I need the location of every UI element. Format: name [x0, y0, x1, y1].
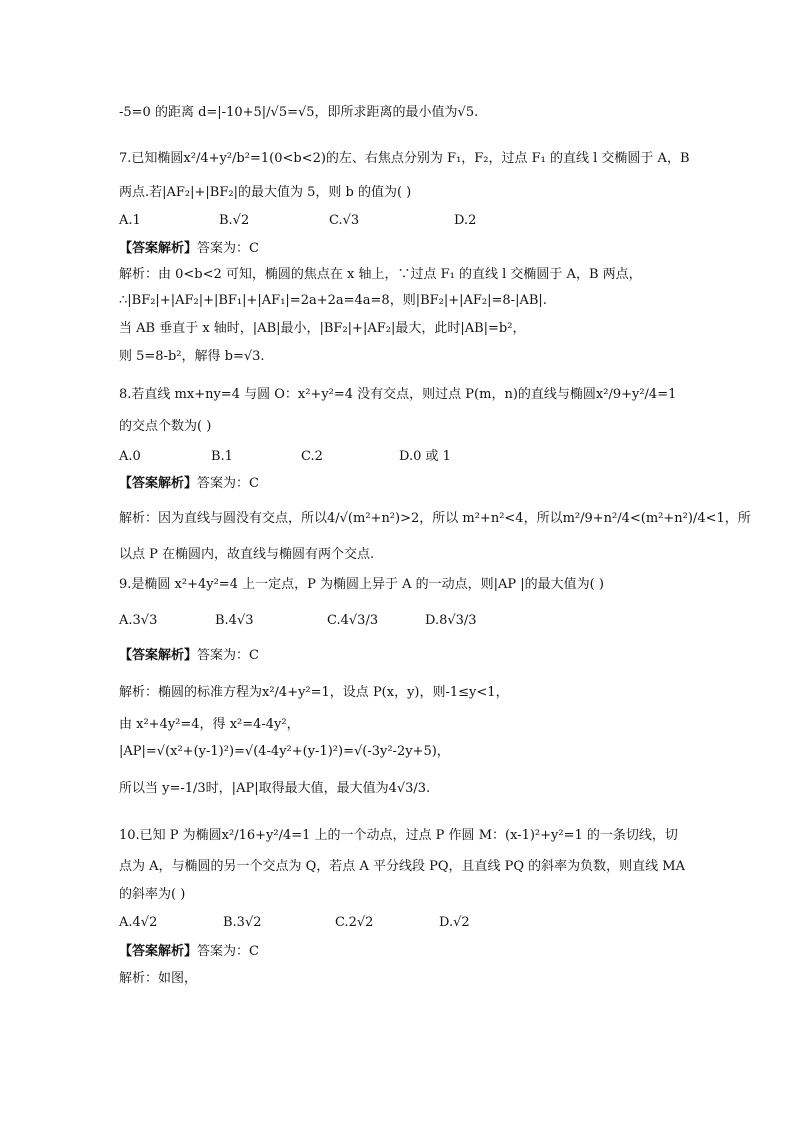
option-d: D.8√3/3	[425, 613, 477, 628]
answer-10	[119, 943, 734, 961]
answer-8	[119, 475, 734, 493]
question-10-stem-cont: 点为 A，与椭圆的另一个交点为 Q，若点 A 平分线段 PQ，且直线 PQ 的斜率为负数，则直线 MA	[119, 859, 686, 874]
answer-7	[119, 240, 734, 258]
option-d: D.0 或 1	[399, 449, 451, 464]
question-8-stem-cont: 的交点个数为( )	[119, 419, 212, 434]
answer-label: 【答案解析】	[119, 944, 198, 959]
solution-9-line-1: 解析：椭圆的标准方程为x²/4+y²=1，设点 P(x，y)，则-1≤y<1，	[119, 685, 509, 700]
solution-9-line-3: |AP|=√(x²+(y-1)²)=√(4-4y²+(y-1)²)=√(-3y²-2y+5)，	[119, 744, 450, 759]
solution-9-line-4: 所以当 y=-1/3时，|AP|取得最大值，最大值为4√3/3.	[119, 781, 431, 796]
option-b: B.4√3	[215, 613, 254, 628]
solution-7-line-3: 当 AB 垂直于 x 轴时，|AB|最小，|BF₂|+|AF₂|最大，此时|AB|=b²，	[119, 321, 526, 336]
solution-7-line-4: 则 5=8-b²，解得 b=√3.	[119, 349, 265, 364]
question-8-stem: 8.若直线 mx+ny=4 与圆 O：x²+y²=4 没有交点，则过点 P(m，n)的直线与椭圆x²/9+y²/4=1	[119, 387, 677, 402]
option-b: B.3√2	[223, 915, 262, 930]
option-d: D.√2	[439, 915, 470, 930]
option-a: A.4√2	[119, 915, 158, 930]
answer-text: 答案为：C	[197, 241, 259, 256]
answer-text: 答案为：C	[197, 648, 259, 663]
solution-8-line-2: 以点 P 在椭圆内，故直线与椭圆有两个交点.	[119, 547, 375, 562]
answer-9	[119, 647, 734, 665]
question-7-stem: 7.已知椭圆x²/4+y²/b²=1(0<b<2)的左、右焦点分别为 F₁，F₂，过点 F₁ 的直线 l 交椭圆于 A，B	[119, 151, 690, 166]
solution-10-line-1: 解析：如图，	[119, 971, 198, 986]
solution-7-line-1: 解析：由 0<b<2 可知，椭圆的焦点在 x 轴上，∵过点 F₁ 的直线 l 交椭圆于 A，B 两点，	[119, 267, 642, 282]
option-a: A.3√3	[119, 613, 158, 628]
option-c: C.√3	[329, 213, 360, 228]
option-b: B.√2	[219, 213, 250, 228]
option-c: C.4√3/3	[327, 613, 379, 628]
solution-8-line-1: 解析：因为直线与圆没有交点，所以4/√(m²+n²)>2，所以 m²+n²<4，所以m²/9+n²/4<(m²+n²)/4<1，所	[119, 511, 751, 526]
option-b: B.1	[211, 449, 233, 464]
answer-label: 【答案解析】	[119, 476, 198, 491]
question-10-stem-cont-2: 的斜率为( )	[119, 887, 186, 902]
option-c: C.2	[301, 449, 323, 464]
solution-9-line-2: 由 x²+4y²=4，得 x²=4-4y²，	[119, 717, 300, 732]
question-10-stem: 10.已知 P 为椭圆x²/16+y²/4=1 上的一个动点，过点 P 作圆 M：(x-1)²+y²=1 的一条切线，切	[119, 828, 678, 843]
answer-text: 答案为：C	[197, 944, 259, 959]
answer-label: 【答案解析】	[119, 241, 198, 256]
option-c: C.2√2	[335, 915, 374, 930]
answer-text: 答案为：C	[197, 476, 259, 491]
option-d: D.2	[454, 213, 477, 228]
option-a: A.0	[119, 449, 141, 464]
question-9-stem: 9.是椭圆 x²+4y²=4 上一定点，P 为椭圆上异于 A 的一动点，则|AP |的最大值为( )	[119, 577, 604, 592]
option-a: A.1	[119, 213, 141, 228]
solution-7-line-2: ∴|BF₂|+|AF₂|+|BF₁|+|AF₁|=2a+2a=4a=8，则|BF₂|+|AF₂|=8-|AB|.	[119, 293, 547, 308]
answer-label: 【答案解析】	[119, 648, 198, 663]
question-7-stem-cont: 两点.若|AF₂|+|BF₂|的最大值为 5，则 b 的值为( )	[119, 185, 412, 200]
solution-line: -5=0 的距离 d=|-10+5|/√5=√5，即所求距离的最小值为√5.	[119, 105, 479, 120]
